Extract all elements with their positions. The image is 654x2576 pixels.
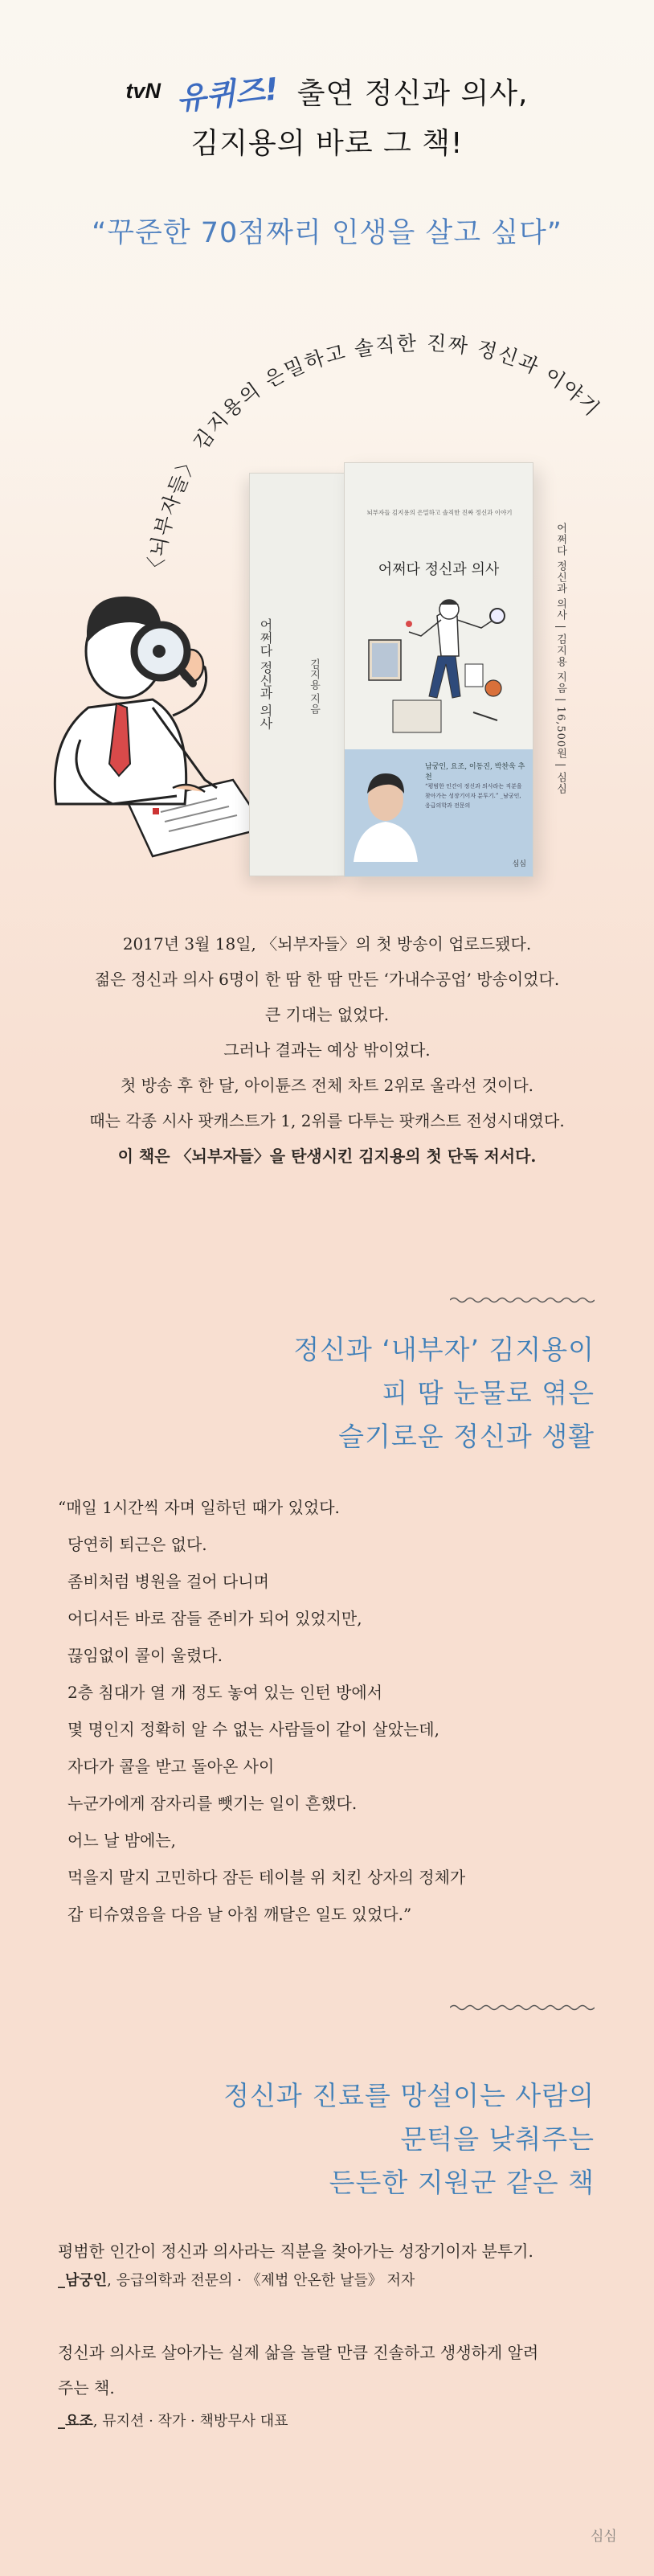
intro-line: 그러나 결과는 예상 밖이었다.: [223, 1040, 431, 1060]
review-1-text: 평범한 인간이 정신과 의사라는 직분을 찾아가는 성장기이자 분투기.: [58, 2242, 533, 2261]
excerpt-line: 끊임없이 콜이 울렸다.: [67, 1646, 223, 1665]
review-1-attribution: [58, 2267, 612, 2295]
review-1-author: _남궁인: [58, 2272, 108, 2289]
author-photo: [349, 757, 422, 862]
wave-divider-1: [450, 1296, 595, 1304]
book-cover: [344, 462, 533, 877]
excerpt-line: 자다가 콜을 받고 돌아온 사이: [67, 1757, 275, 1776]
cover-illustration: [361, 592, 521, 744]
intro-line: 2017년 3월 18일, 〈뇌부자들〉의 첫 방송이 업로드됐다.: [122, 934, 532, 954]
subhead-2-line: 문턱을 낮춰주는: [400, 2123, 595, 2155]
wave-divider-2: [450, 2004, 595, 2012]
intro-bold-line: 이 책은 〈뇌부자들〉을 탄생시킨 김지용의 첫 단독 저서다.: [117, 1146, 537, 1166]
review-1-role: , 응급의학과 전문의 · 《제법 안온한 날들》 저자: [107, 2272, 415, 2289]
headline-text-1: 출연 정신과 의사,: [296, 77, 529, 110]
tagline-quote: “꾸준한 70점짜리 인생을 살고 싶다”: [92, 217, 562, 249]
excerpt-line: 갑 티슈였음을 다음 날 아침 깨달은 일도 있었다.”: [67, 1905, 412, 1924]
excerpt-line: 먹을지 말지 고민하다 잠든 테이블 위 치킨 상자의 정체가: [67, 1868, 466, 1887]
intro-line: 젊은 정신과 의사 6명이 한 땀 한 땀 만든 ‘가내수공업’ 방송이었다.: [94, 970, 560, 989]
band-publisher: 심심: [512, 860, 526, 868]
headline-line1: [0, 69, 654, 117]
band-text: “평범한 인간이 정신과 의사라는 직분을 찾아가는 성장기이자 분투기.” _남궁인, 응급의학과 전문의: [425, 783, 522, 809]
review-2: [58, 2335, 612, 2438]
review-1: [58, 2235, 612, 2295]
you-quiz-logo: 유퀴즈!: [174, 71, 280, 117]
intro-block: [0, 926, 654, 1174]
arc-tagline-text: 〈뇌부자들〉 김지용의 은밀하고 솔직한 진짜 정신과 이야기: [142, 330, 605, 580]
spine-author: 김지용 지음: [308, 658, 320, 715]
publisher-logo: 심심: [591, 2529, 617, 2545]
subhead-1-line: 슬기로운 정신과 생활: [338, 1421, 595, 1452]
subhead-2-line: 든든한 지원군 같은 책: [329, 2167, 595, 2198]
excerpt-line: 어디서든 바로 잠들 준비가 되어 있었지만,: [67, 1609, 362, 1628]
excerpt-line: “매일 1시간씩 자며 일하던 때가 있었다.: [58, 1498, 340, 1517]
excerpt-line: 누군가에게 잠자리를 뺏기는 일이 흔했다.: [67, 1794, 358, 1813]
excerpt-line: 어느 날 밤에는,: [67, 1831, 176, 1850]
review-2-attribution: [58, 2406, 612, 2438]
headline-line2: 김지용의 바로 그 책!: [190, 127, 464, 160]
cover-band: [345, 749, 533, 876]
review-2-author: _요조: [58, 2413, 93, 2430]
cover-tagline: 뇌부자들 김지용의 은밀하고 솔직한 진짜 정신과 이야기: [366, 509, 513, 516]
subhead-1: [0, 1328, 595, 1458]
review-2-role: , 뮤지션 · 작가 · 책방무사 대표: [92, 2413, 288, 2430]
excerpt-block: [58, 1489, 620, 1933]
excerpt-line: 당연히 퇴근은 없다.: [67, 1535, 207, 1554]
band-title: 남궁인, 요조, 이동진, 박찬욱 추천: [425, 763, 525, 781]
subhead-2-line: 정신과 진료를 망설이는 사람의: [223, 2080, 595, 2111]
excerpt-line: 좀비처럼 병원을 걸어 다니며: [67, 1572, 269, 1591]
intro-line: 첫 방송 후 한 달, 아이튠즈 전체 차트 2위로 올라선 것이다.: [120, 1076, 534, 1095]
excerpt-line: 2층 침대가 열 개 정도 놓여 있는 인턴 방에서: [67, 1683, 383, 1702]
subhead-2: [0, 2074, 595, 2205]
intro-line: 큰 기대는 없었다.: [264, 1005, 390, 1024]
subhead-1-line: 정신과 ‘내부자’ 김지용이: [293, 1334, 595, 1365]
intro-line: 때는 각종 시사 팟캐스트가 1, 2위를 다투는 팟캐스트 전성시대였다.: [89, 1111, 565, 1130]
spine-title: 어쩌다 정신과 의사: [258, 618, 273, 730]
tvn-logo: tvN: [125, 79, 161, 103]
book-side-info: 어쩌다 정신과 의사 | 김지용 지음 | 16,500원 | 심심: [554, 523, 566, 794]
excerpt-line: 몇 명인지 정확히 알 수 없는 사람들이 같이 살았는데,: [67, 1720, 439, 1739]
cover-title: 어쩌다 정신과 의사: [378, 561, 500, 578]
book-spine-face: [249, 473, 347, 876]
subhead-1-line: 피 땀 눈물로 엮은: [382, 1377, 595, 1409]
review-2-text: 정신과 의사로 살아가는 실제 삶을 놀랄 만큼 진솔하고 생생하게 알려주는 책.: [58, 2343, 539, 2398]
